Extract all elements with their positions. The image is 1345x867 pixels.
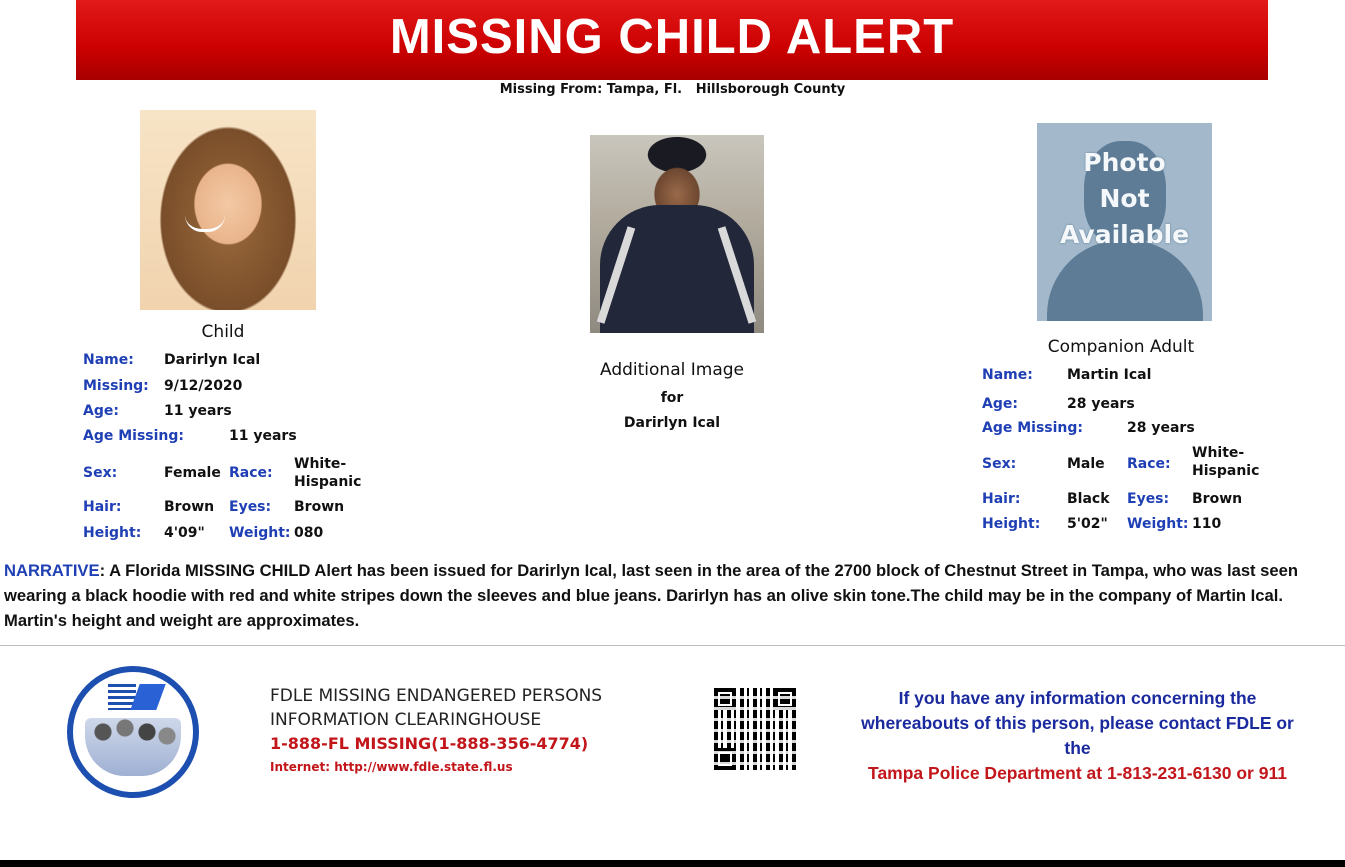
additional-image-name: Darirlyn Ical: [623, 415, 721, 431]
companion-weight-label: Weight:: [1127, 516, 1189, 532]
section-divider: [0, 645, 1345, 646]
child-sex-label: Sex:: [83, 465, 118, 481]
alert-title: MISSING CHILD ALERT: [389, 10, 955, 64]
police-contact: Tampa Police Department at 1-813-231-6130 or 911: [868, 763, 1287, 783]
child-eyes-label: Eyes:: [229, 499, 272, 515]
missing-from: Missing From: Tampa, Fl. Hillsborough County: [499, 82, 846, 97]
narrative-label: NARRATIVE: [4, 561, 100, 580]
alert-banner: [76, 0, 1268, 80]
child-age-missing: 11 years: [229, 428, 297, 444]
narrative: [4, 558, 1334, 633]
additional-image-for: for: [660, 390, 684, 406]
photo-na-line3: Available: [1059, 220, 1190, 249]
bottom-border: [0, 860, 1345, 867]
child-height: 4'09": [164, 525, 205, 541]
child-weight-label: Weight:: [229, 525, 291, 541]
contact-line2: whereabouts of this person, please contact FDLE or: [861, 713, 1294, 733]
companion-heading: Companion Adult: [1047, 337, 1195, 357]
child-sex: Female: [164, 465, 221, 481]
contact-line3: the: [1064, 738, 1091, 758]
companion-sex: Male: [1067, 456, 1105, 472]
child-race-line2: Hispanic: [294, 474, 362, 490]
photo-na-line2: Not: [1099, 184, 1150, 213]
child-missing-label: Missing:: [83, 378, 149, 394]
companion-age-missing-label: Age Missing:: [982, 420, 1084, 436]
companion-eyes-label: Eyes:: [1127, 491, 1170, 507]
child-age-missing-label: Age Missing:: [83, 428, 185, 444]
hotline-number: 1-888-FL MISSING(1-888-356-4774): [270, 734, 589, 753]
child-race-label: Race:: [229, 465, 273, 481]
companion-name-label: Name:: [982, 367, 1033, 383]
child-age-label: Age:: [83, 403, 119, 419]
companion-name: Martin Ical: [1067, 367, 1152, 383]
qr-finder-top-left: [718, 692, 732, 706]
child-age: 11 years: [164, 403, 232, 419]
child-name: Darirlyn Ical: [164, 352, 261, 368]
child-height-label: Height:: [83, 525, 142, 541]
clearinghouse-info: [270, 684, 602, 778]
contact-info: [815, 686, 1340, 786]
org-line1: FDLE MISSING ENDANGERED PERSONS: [270, 686, 603, 706]
additional-image-caption: Additional Image: [600, 360, 744, 380]
child-missing-date: 9/12/2020: [164, 378, 243, 394]
companion-hair-label: Hair:: [982, 491, 1021, 507]
companion-height: 5'02": [1067, 516, 1108, 532]
child-race-line1: White-: [294, 456, 347, 472]
qr-finder-bottom-left: [718, 752, 732, 766]
companion-race-line1: White-: [1192, 445, 1245, 461]
contact-line1: If you have any information concerning the: [898, 688, 1257, 708]
companion-height-label: Height:: [982, 516, 1041, 532]
companion-age-label: Age:: [982, 396, 1018, 412]
companion-weight: 110: [1192, 516, 1222, 532]
child-race: [294, 455, 361, 491]
companion-eyes: Brown: [1192, 491, 1243, 507]
companion-age-missing: 28 years: [1127, 420, 1195, 436]
narrative-text: : A Florida MISSING CHILD Alert has been issued for Darirlyn Ical, last seen in the area of the 2700 block of Chestnut Street in Tampa, who was last seen wearing a black hoodie with red and white stripes down the sleeves and blue jeans. Darirlyn has an olive skin tone.The child may be in the company of Martin Ical. Martin's height and weight are approximates.: [4, 561, 1299, 630]
child-heading: Child: [201, 322, 245, 342]
companion-hair: Black: [1067, 491, 1110, 507]
org-line2: INFORMATION CLEARINGHOUSE: [270, 710, 542, 730]
child-eyes: Brown: [294, 499, 345, 515]
companion-race-label: Race:: [1127, 456, 1171, 472]
photo-not-available-text: [1037, 145, 1212, 253]
child-hair: Brown: [164, 499, 215, 515]
child-photo: [140, 110, 316, 310]
companion-race-line2: Hispanic: [1192, 463, 1260, 479]
child-weight: 080: [294, 525, 324, 541]
qr-finder-top-right: [778, 692, 792, 706]
companion-race: [1192, 444, 1259, 480]
internet-link[interactable]: Internet: http://www.fdle.state.fl.us: [270, 760, 513, 774]
photo-na-line1: Photo: [1083, 148, 1166, 177]
child-name-label: Name:: [83, 352, 134, 368]
child-hair-label: Hair:: [83, 499, 122, 515]
companion-age: 28 years: [1067, 396, 1135, 412]
companion-sex-label: Sex:: [982, 456, 1017, 472]
